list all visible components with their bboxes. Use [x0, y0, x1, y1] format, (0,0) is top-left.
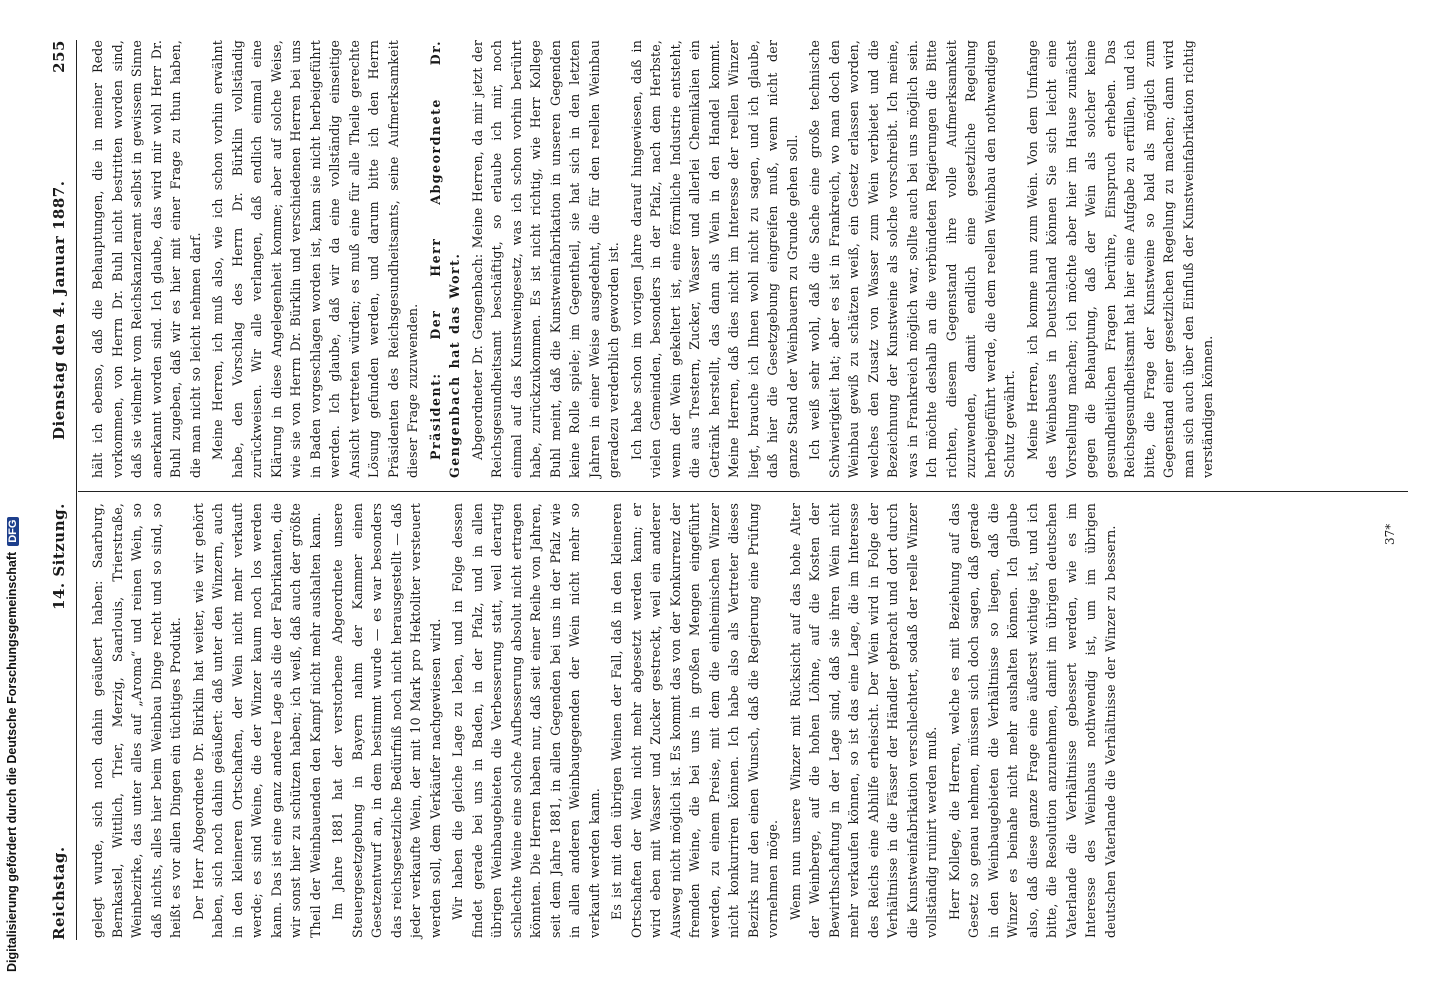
- paragraph: Ich habe schon im vorigen Jahre darauf hingewiesen, daß in vielen Gemeinden, besonders in der Pfalz, nach dem Herbste, wenn der Wein gekeltert ist, eine förmliche Industrie entsteht, die aus Trestern, Zucker, Wasser und allerlei Chemikalien ein Getränk herstellt, das dann als Wein in den Handel kommt. Meine Herren, daß dies nicht im Interesse der reellen Winzer liegt, brauche ich Ihnen wohl nicht zu sagen, und ich glaube, daß hier die Gesetzgebung eingreifen muß, wenn nicht der ganze Stand der Weinbauern zu Grunde gehen soll.: [628, 40, 800, 478]
- paragraph: hält ich ebenso, daß die Behauptungen, die in meiner Rede vorkommen, von Herrn Dr. Buhl nicht bestritten worden sind, daß sie vielmehr vom Reichskanzleramt selbst in gewissem Sinne anerkannt worden sind. Ich glaube, das wird mir wohl Herr Dr. Buhl zugeben, daß wir es hier mit einer Frage zu thun haben, die man nicht so leicht nehmen darf.: [90, 40, 203, 478]
- funding-note: [5, 0, 19, 972]
- column-divider: [78, 491, 1408, 492]
- paragraph: Ich weiß sehr wohl, daß die Sache eine große technische Schwierigkeit hat; aber es ist in Frankreich, wo man doch den Weinbau gewiß zu schätzen weiß, ein Gesetz erlassen worden, welches den Zusatz von Wasser zum Wein verbietet und die Bezeichnung der Kunstweine als solche vorschreibt. Ich meine, was in Frankreich möglich war, sollte auch bei uns möglich sein. Ich möchte deshalb an die verbündeten Regierungen die Bitte richten, diesem Gegenstand ihre volle Aufmerksamkeit zuzuwenden, damit endlich eine gesetzliche Regelung herbeigeführt werde, die dem reellen Weinbau den nothwendigen Schutz gewährt.: [807, 40, 1017, 478]
- signature-mark: 37*: [1383, 523, 1397, 545]
- page-header: [46, 40, 77, 940]
- speaker-paragraph: Präsident: Der Herr Abgeordnete Dr. Gengenbach hat das Wort.: [427, 40, 462, 478]
- paragraph: Wir haben die gleiche Lage zu leben, und in Folge dessen findet gerade bei uns in Baden, in der Pfalz, und in allen übrigen Weinbaugebieten die Verbesserung statt, weil derartig schlechte Weine eine solche Aufbesserung absolut nicht ertragen könnten. Die Herren haben nur, daß seit einer Reihe von Jahren, seit dem Jahre 1881, in allen Gegenden bei uns in der Pfalz wie in allen anderen Weinbaugegenden der Wein nicht mehr so verkauft werden kann.: [450, 503, 602, 938]
- page-number: 255: [50, 40, 68, 73]
- paragraph: Abgeordneter Dr. Gengenbach: Meine Herren, da mir jetzt der Reichsgesundheitsamt beschäftigt, so erlaube ich mir, noch einmal auf das Kunstweingesetz, was ich schon vorhin berührt habe, zurückzukommen. Es ist nicht richtig, wie Herr Kollege Buhl meint, daß die Kunstweinfabrikation in unseren Gegenden keine Rolle spiele; im Gegentheil, sie hat sich in den letzten Jahren in einer Weise ausgedehnt, die für den reellen Weinbau geradezu verderblich geworden ist.: [469, 40, 621, 478]
- paragraph: Es ist mit den übrigen Weinen der Fall, daß in den kleineren Ortschaften der Wein nicht mehr abgesetzt werden kann; er wird eben mit Wasser und Zucker gestreckt, weil ein anderer Ausweg nicht möglich ist. Es kommt das von der Konkurrenz der fremden Weine, die bei uns in großen Mengen eingeführt werden, zu einem Preise, mit dem die einheimischen Winzer nicht konkurriren können. Ich habe also als Vertreter dieses Bezirks nur den einen Wunsch, daß die Regierung eine Prüfung vornehmen möge.: [609, 503, 780, 938]
- newspaper-page: [28, 0, 1420, 1000]
- right-column: [88, 40, 1221, 478]
- paragraph: Der Herr Abgeordnete Dr. Bürklin hat weiter, wie wir gehört haben, sich noch dahin geäußert: daß unter den Winzern, auch in den kleineren Ortschaften, der Wein nicht mehr verkauft werde; es sind Weine, die der Winzer kaum noch los werden kann. Das ist eine ganz andere Lage als die der Fabrikanten, die wir sonst hier zu schützen haben; ich weiß, daß auch der größte Theil der Weinbauenden den Kampf nicht mehr aushalten kann.: [190, 503, 323, 938]
- paragraph: Herr Kollege, die Herren, welche es mit Beziehung auf das Gesetz so genau nehmen, müssen sich doch sagen, daß gerade in den Weinbaugebieten die Verhältnisse so liegen, daß die Winzer es beinahe nicht mehr aushalten können. Ich glaube also, daß diese ganze Frage eine äußerst wichtige ist, und ich bitte, die Resolution anzunehmen, damit im übrigen deutschen Vaterlande die Verhältnisse gebessert werden, wie es im Interesse des Weinbaus nothwendig ist, um im übrigen deutschen Vaterlande die Verhältnisse der Winzer zu bessern.: [946, 503, 1118, 938]
- paragraph: gelegt wurde, sich noch dahin geäußert haben: Saarburg, Bernkastel, Wittlich, Trier, Merzig, Saarlouis, Trierstraße, Weinbezirke, das unter alles auf „Aroma“ und reinen Wein, so daß nichts, alles hier beim Weinbau Dinge recht und so sind, so heißt es vor allen Dingen ein tüchtiges Produkt.: [90, 503, 183, 938]
- paragraph: Wenn nun unsere Winzer mit Rücksicht auf das hohe Alter der Weinberge, auf die hohen Löhne, auf die Kosten der Bewirthschaftung in der Lage sind, daß sie ihren Wein nicht mehr verkaufen können, so ist das eine Lage, die im Interesse des Reichs eine Abhilfe erheischt. Der Wein wird in Folge der Verhältnisse in die Fässer der Händler gebracht und dort durch die Kunstweinfabrikation verschlechtert, sodaß der reelle Winzer vollständig ruinirt werden muß.: [787, 503, 939, 938]
- paragraph: Im Jahre 1881 hat der verstorbene Abgeordnete unsere Steuergesetzgebung in Bayern nahm der Kammer einen Gesetzentwurf an, in dem bestimmt wurde — es war besonders das reichsgesetzliche Bedürfniß noch nicht herausgestellt — daß jeder verkaufte Wein, der mit 10 Mark pro Hektoliter versteuert werden soll, dem Verkäufer nachgewiesen wird.: [330, 503, 443, 938]
- sidebar-strip: [0, 0, 28, 1000]
- left-column: [88, 503, 1123, 938]
- header-section-title: Reichstag.: [50, 846, 68, 940]
- dfg-logo: DFG: [7, 517, 19, 546]
- funding-text: Digitalisierung gefördert durch die Deutsche Forschungsgemeinschaft: [5, 551, 19, 972]
- header-session: 14. Sitzung.: [50, 503, 68, 610]
- header-date: Dienstag den 4. Januar 1887.: [50, 180, 68, 440]
- paragraph: Meine Herren, ich komme nun zum Wein. Von dem Umfange des Weinbaues in Deutschland können Sie sich leicht eine Vorstellung machen; ich möchte aber hier im Hause zunächst gegen die Behauptung, daß der Wein als solcher keine gesundheitlichen Fragen berühre, Einspruch erheben. Das Reichsgesundheitsamt hat hier eine Aufgabe zu erfüllen, und ich bitte, die Frage der Kunstweine so bald als möglich zum Gegenstand einer gesetzlichen Regelung zu machen; dann wird man sich auch über den Einfluß der Kunstweinfabrikation richtig verständigen können.: [1024, 40, 1215, 478]
- paragraph: Meine Herren, ich muß also, wie ich schon vorhin erwähnt habe, den Vorschlag des Herrn Dr. Bürklin vollständig zurückweisen. Wir alle verlangen, daß endlich einmal eine Klärung in diese Angelegenheit komme; aber auf solche Weise, wie sie von Herrn Dr. Bürklin und verschiedenen Herren bei uns in Baden vorgeschlagen worden ist, kann sie nicht herbeigeführt werden. Ich glaube, daß wir da eine vollständig einseitige Ansicht vertreten würden; es muß eine für alle Theile gerechte Lösung gefunden werden, und darum bitte ich den Herrn Präsidenten des Reichsgesundheitsamts, seine Aufmerksamkeit dieser Frage zuzuwenden.: [210, 40, 420, 478]
